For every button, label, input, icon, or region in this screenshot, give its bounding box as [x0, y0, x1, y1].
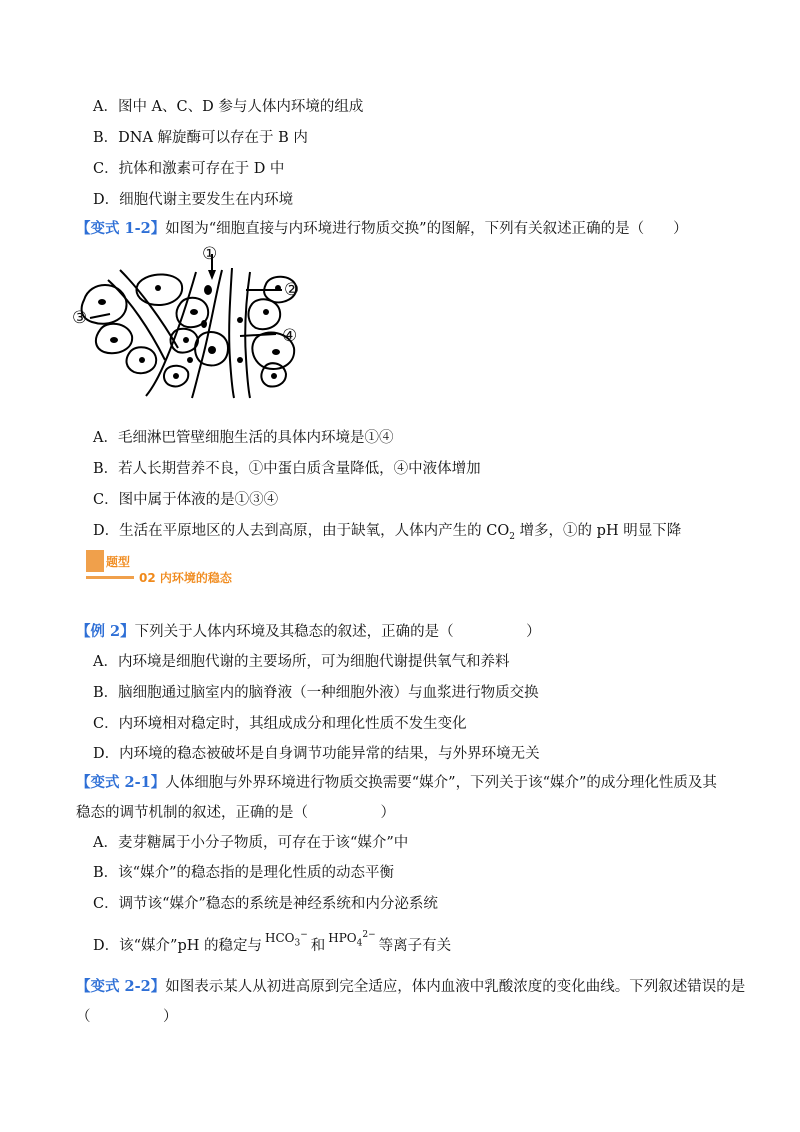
- q22-stem-line-1: [76, 977, 745, 997]
- section-underline: [86, 576, 134, 579]
- section-header: [86, 550, 286, 590]
- q22-stem-1: 如图表示某人从初进高原到完全适应，体内血液中乳酸浓度的变化曲线。下列叙述错误的是: [165, 979, 746, 995]
- ion-bicarbonate: $HCO_3^-$: [265, 930, 308, 949]
- q22-stem-line-2: （ ）: [76, 1009, 178, 1025]
- section-title: 题型: [106, 555, 131, 569]
- q21-option-d: D．该“媒介”pH 的稳定与 $HCO_3^-$和 $HPO_4^{2-}$等离子有关: [93, 933, 451, 961]
- section-marker-icon: [86, 550, 104, 572]
- ex2-option-d: D．内环境的稳态被破坏是自身调节功能异常的结果，与外界环境无关: [93, 746, 540, 762]
- q21-option-c: C．调节该“媒介”稳态的系统是神经系统和内分泌系统: [93, 896, 438, 912]
- ex2-option-b: B．脑细胞通过脑室内的脑脊液（一种细胞外液）与血浆进行物质交换: [93, 685, 539, 701]
- q1-option-d: D．细胞代谢主要发生在内环境: [93, 192, 294, 208]
- section-heading: 02 内环境的稳态: [139, 571, 232, 585]
- q12-stem-line: [76, 219, 688, 239]
- figure-label-3: ③: [72, 308, 88, 328]
- q12-option-a: A．毛细淋巴管壁细胞生活的具体内环境是①④: [93, 430, 394, 446]
- ex2-option-a: A．内环境是细胞代谢的主要场所，可为细胞代谢提供氧气和养料: [93, 654, 510, 670]
- q12-option-d: D．生活在平原地区的人去到高原，由于缺氧，人体内产生的 $CO_2$ 增多，①的 pH 明显下降: [93, 523, 682, 542]
- q12-option-b: B．若人长期营养不良，①中蛋白质含量降低，④中液体增加: [93, 461, 481, 477]
- q12-tag: 【变式 1-2】: [76, 220, 166, 237]
- ex2-stem-line: [76, 622, 541, 642]
- q22-tag: 【变式 2-2】: [76, 978, 166, 995]
- q21-stem-line-2: 稳态的调节机制的叙述，正确的是（ ）: [76, 805, 395, 821]
- q12-stem: 如图为“细胞直接与内环境进行物质交换”的图解，下列有关叙述正确的是（ ）: [165, 221, 688, 237]
- ex2-tag: 【例 2】: [76, 623, 135, 640]
- q21-option-a: A．麦芽糖属于小分子物质，可存在于该“媒介”中: [93, 835, 409, 851]
- ion-hydrogen-phosphate: $HPO_4^{2-}$: [328, 930, 376, 949]
- q21-stem-line-1: [76, 773, 717, 793]
- q21-tag: 【变式 2-1】: [76, 774, 166, 791]
- figure-label-2: ②: [284, 280, 300, 300]
- q1-option-c: C．抗体和激素可存在于 D 中: [93, 161, 285, 177]
- ex2-option-c: C．内环境相对稳定时，其组成成分和理化性质不发生变化: [93, 716, 467, 732]
- ex2-stem: 下列关于人体内环境及其稳态的叙述，正确的是（ ）: [134, 624, 541, 640]
- q12-option-c: C．图中属于体液的是①③④: [93, 492, 279, 508]
- q21-option-b: B．该“媒介”的稳态指的是理化性质的动态平衡: [93, 865, 394, 881]
- q1-option-a: A．图中 A、C、D 参与人体内环境的组成: [93, 99, 364, 115]
- q21-stem-1: 人体细胞与外界环境进行物质交换需要“媒介”，下列关于该“媒介”的成分理化性质及其: [165, 775, 717, 791]
- cell-exchange-diagram: [70, 240, 310, 400]
- figure-label-1: ①: [202, 244, 218, 264]
- q1-option-b: B．DNA 解旋酶可以存在于 B 内: [93, 130, 308, 146]
- figure-label-4: ④: [282, 326, 298, 346]
